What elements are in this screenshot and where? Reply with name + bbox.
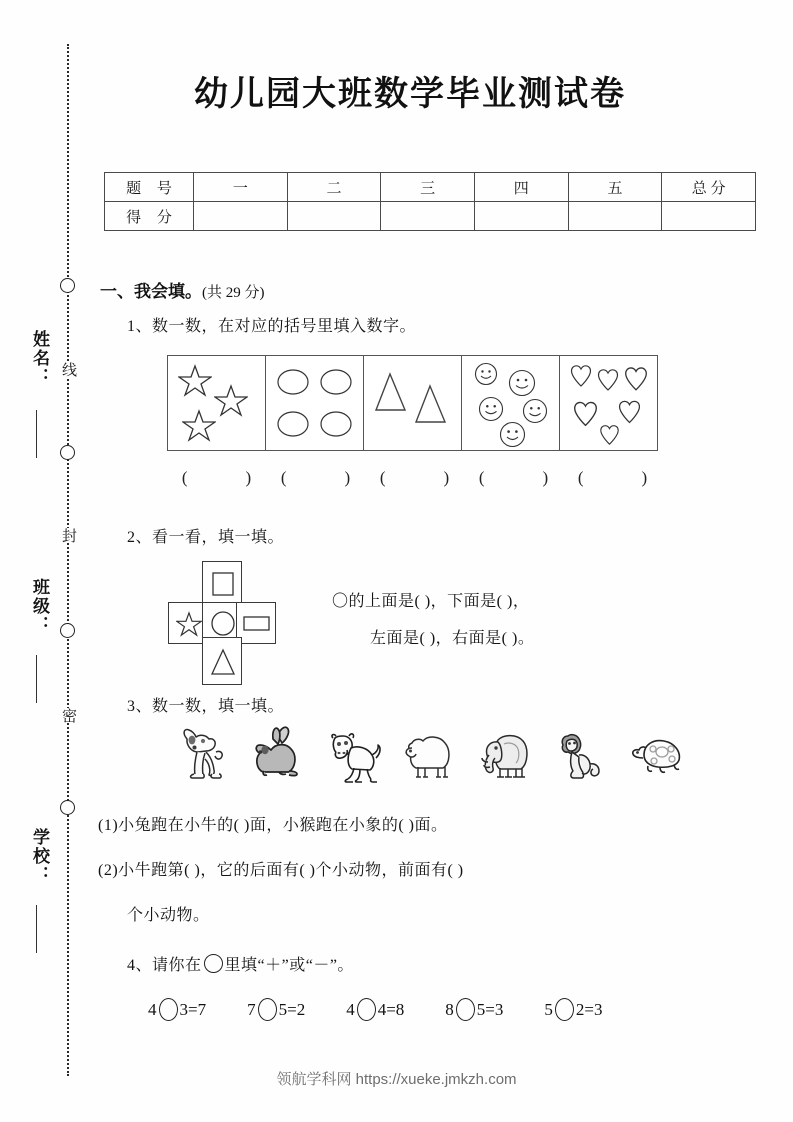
triangle-icon — [374, 372, 407, 412]
answer-parens-circles[interactable]: ( ) — [280, 468, 351, 487]
question-4-prompt-after: 里填“＋”或“－”。 — [224, 957, 354, 974]
question-2-fill-line-1[interactable]: 〇的上面是( )，下面是( )， — [332, 593, 530, 610]
seal-circle-1 — [60, 278, 75, 293]
operator-blank-circle[interactable] — [357, 998, 376, 1021]
smiley-face-icon — [508, 369, 536, 397]
seal-circle-2 — [60, 445, 75, 460]
field-rule-school[interactable] — [36, 905, 37, 953]
score-cell-total[interactable] — [662, 202, 756, 231]
score-cell-4[interactable] — [474, 202, 568, 231]
seal-char-seal: 封 — [60, 528, 76, 543]
smiley-face-icon — [478, 396, 504, 422]
page-title: 幼儿园大班数学毕业测试卷 — [194, 76, 626, 113]
footer-watermark: 领航学科网 https://xueke.jmkzh.com — [276, 1071, 517, 1088]
equals-sign: = — [386, 999, 396, 1019]
equation-2-result: 2 — [296, 999, 306, 1019]
equals-sign: = — [287, 999, 297, 1019]
field-rule-class[interactable] — [36, 655, 37, 703]
shape-box-smileys — [461, 355, 560, 451]
operator-blank-circle[interactable] — [456, 998, 475, 1021]
question-2-diagram — [168, 561, 276, 671]
section-one-label: 一、我会填。 — [100, 282, 202, 301]
equation-1-left: 4 — [148, 999, 157, 1019]
answer-parens-smileys[interactable]: ( ) — [478, 468, 549, 487]
table-row-header — [105, 173, 756, 202]
seal-dotted-line — [67, 44, 69, 1076]
operator-blank-circle[interactable] — [159, 998, 178, 1021]
heart-icon — [624, 366, 648, 392]
row-label-score: 得 分 — [105, 202, 194, 231]
equation-3-left: 4 — [346, 999, 355, 1019]
equation-5-left: 5 — [544, 999, 553, 1019]
section-one-points: (共 29 分) — [202, 285, 265, 301]
col-header-3: 三 — [381, 173, 475, 202]
equals-sign: = — [188, 999, 198, 1019]
equation-1-result: 7 — [197, 999, 207, 1019]
question-2-prompt: 2、看一看，填一填。 — [127, 529, 285, 546]
answer-parens-hearts[interactable]: ( ) — [577, 468, 648, 487]
heart-icon — [573, 400, 598, 428]
question-1-shape-boxes — [167, 355, 658, 451]
equation-5-right: 2 — [575, 999, 585, 1019]
col-header-total: 总 分 — [662, 173, 756, 202]
question-1-answer-row — [167, 468, 662, 488]
equals-sign: = — [584, 999, 594, 1019]
score-cell-3[interactable] — [381, 202, 475, 231]
circle-icon — [320, 369, 352, 395]
field-label-class: 班级： — [30, 578, 49, 635]
elephant-icon — [474, 722, 536, 784]
field-label-name: 姓名： — [30, 330, 49, 387]
equation-3-result: 8 — [395, 999, 405, 1019]
shape-box-stars — [167, 355, 266, 451]
seal-char-secret: 密 — [60, 708, 76, 723]
heart-icon — [597, 368, 619, 392]
monkey-icon — [550, 722, 612, 784]
triangle-icon — [414, 384, 447, 424]
equation-3[interactable] — [346, 998, 404, 1021]
seal-circle-4 — [60, 800, 75, 815]
table-row-score — [105, 202, 756, 231]
sheep-icon — [398, 722, 460, 784]
col-header-1: 一 — [194, 173, 288, 202]
shape-box-triangles — [363, 355, 462, 451]
equation-4-left: 8 — [445, 999, 454, 1019]
heart-icon — [618, 399, 641, 425]
score-cell-1[interactable] — [194, 202, 288, 231]
cross-cell-right — [236, 602, 276, 644]
question-4-prompt-before: 4、请你在 — [127, 957, 202, 974]
star-icon — [178, 364, 212, 397]
section-one-heading — [100, 277, 265, 302]
score-cell-2[interactable] — [287, 202, 381, 231]
field-rule-name[interactable] — [36, 410, 37, 458]
col-header-5: 五 — [568, 173, 662, 202]
score-table — [104, 172, 756, 231]
seal-char-line: 线 — [60, 362, 76, 377]
question-4-prompt — [127, 952, 354, 975]
circle-icon — [320, 411, 352, 437]
circle-icon — [277, 411, 309, 437]
shape-box-circles — [265, 355, 364, 451]
rabbit-icon — [246, 722, 308, 784]
dog-icon — [170, 722, 232, 784]
row-label-question-number: 题 号 — [105, 173, 194, 202]
triangle-icon — [210, 648, 236, 681]
turtle-icon — [626, 722, 688, 784]
question-3-fill-line-3: 个小动物。 — [127, 907, 210, 924]
answer-parens-stars[interactable]: ( ) — [181, 468, 252, 487]
question-3-fill-line-1[interactable]: (1)小兔跑在小牛的( )面，小猴跑在小象的( )面。 — [98, 817, 448, 834]
equation-2[interactable] — [247, 998, 305, 1021]
operator-blank-circle[interactable] — [555, 998, 574, 1021]
equation-4-result: 3 — [494, 999, 504, 1019]
star-icon — [182, 409, 216, 442]
shape-box-hearts — [559, 355, 658, 451]
col-header-4: 四 — [474, 173, 568, 202]
heart-icon — [598, 424, 621, 446]
col-header-2: 二 — [287, 173, 381, 202]
question-2-fill-line-2[interactable]: 左面是( )，右面是( )。 — [370, 630, 535, 647]
answer-parens-triangles[interactable]: ( ) — [379, 468, 450, 487]
circle-icon — [204, 954, 223, 973]
equation-2-right: 5 — [278, 999, 288, 1019]
score-cell-5[interactable] — [568, 202, 662, 231]
seal-circle-3 — [60, 623, 75, 638]
equation-1[interactable] — [148, 998, 206, 1021]
question-3-prompt: 3、数一数，填一填。 — [127, 698, 285, 715]
cow-icon — [322, 722, 384, 784]
operator-blank-circle[interactable] — [258, 998, 277, 1021]
equation-4-right: 5 — [476, 999, 486, 1019]
equation-1-right: 3 — [179, 999, 188, 1019]
equation-4[interactable] — [445, 998, 503, 1021]
question-3-fill-line-2[interactable]: (2)小牛跑第( )，它的后面有( )个小动物，前面有( ) — [98, 862, 464, 879]
seal-margin — [0, 0, 100, 1122]
question-1-prompt: 1、数一数，在对应的括号里填入数字。 — [127, 318, 417, 335]
question-4-equation-row — [148, 998, 602, 1021]
question-3-animal-row — [170, 722, 688, 784]
equation-2-left: 7 — [247, 999, 256, 1019]
star-icon — [176, 611, 202, 642]
field-label-school: 学校： — [30, 828, 49, 885]
circle-icon — [277, 369, 309, 395]
heart-icon — [570, 364, 592, 388]
star-icon — [214, 384, 248, 417]
cross-cell-bottom — [202, 637, 242, 685]
equation-3-right: 4 — [377, 999, 387, 1019]
equation-5-result: 3 — [593, 999, 603, 1019]
equals-sign: = — [485, 999, 495, 1019]
rectangle-icon — [243, 616, 270, 636]
smiley-face-icon — [499, 421, 526, 448]
smiley-face-icon — [474, 362, 498, 386]
equation-5[interactable] — [544, 998, 602, 1021]
square-icon — [212, 572, 234, 601]
